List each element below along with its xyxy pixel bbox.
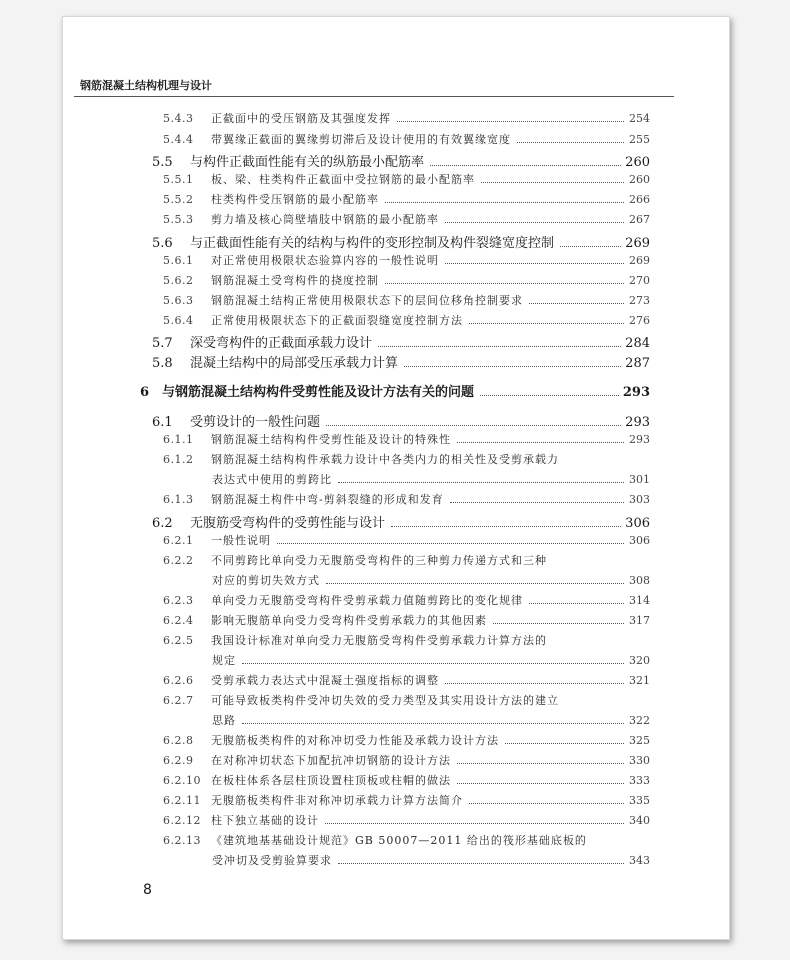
toc-entry: [212, 712, 650, 728]
toc-entry: [163, 612, 650, 628]
toc-entry-title: 思路: [212, 714, 236, 727]
dot-leader: [385, 201, 624, 203]
dot-leader: [325, 822, 624, 824]
toc-entry-page: 333: [629, 774, 650, 787]
toc-entry-page: 287: [625, 356, 650, 371]
toc-entry-number: 6.1.1: [163, 433, 194, 446]
toc-entry: [163, 491, 650, 507]
toc-entry-page: 306: [625, 516, 650, 531]
toc-entry-number: 5.8: [152, 356, 173, 371]
toc-entry-title: 柱类构件受压钢筋的最小配筋率: [211, 193, 379, 206]
toc-entry: [152, 411, 650, 430]
dot-leader: [326, 424, 621, 426]
toc-entry-number: 5.5.2: [163, 193, 194, 206]
dot-leader: [242, 662, 624, 664]
toc-entry-number: 6.2.7: [163, 694, 194, 707]
toc-entry: [163, 772, 650, 788]
dot-leader: [326, 582, 624, 584]
toc-entry-number: 6.2.3: [163, 594, 194, 607]
toc-entry-page: 343: [629, 854, 650, 867]
toc-entry: [152, 512, 650, 531]
toc-entry-page: 269: [629, 254, 650, 267]
toc-entry: [163, 532, 650, 548]
toc-entry: [163, 211, 650, 227]
toc-entry-title: 深受弯构件的正截面承载力设计: [190, 336, 373, 351]
toc-entry-title: 正截面中的受压钢筋及其强度发挥: [211, 112, 391, 125]
toc-entry-title: 钢筋混凝土受弯构件的挠度控制: [211, 274, 379, 287]
dot-leader: [242, 722, 624, 724]
dot-leader: [529, 602, 624, 604]
dot-leader: [457, 782, 624, 784]
toc-entry-page: 320: [629, 654, 650, 667]
toc-entry-page: 314: [629, 594, 650, 607]
toc-entry-page: 325: [629, 734, 650, 747]
dot-leader: [277, 542, 624, 544]
toc-entry: [163, 110, 650, 126]
dot-leader: [481, 181, 624, 183]
dot-leader: [445, 221, 624, 223]
toc-entry-title: 在板柱体系各层柱顶设置柱顶板或柱帽的做法: [211, 774, 451, 787]
toc-entry-page: 260: [625, 155, 650, 170]
toc-entry-number: 5.6.1: [163, 254, 194, 267]
toc-entry-number: 5.6.3: [163, 294, 194, 307]
toc-entry-title: 与正截面性能有关的结构与构件的变形控制及构件裂缝宽度控制: [190, 236, 555, 251]
toc-entry-title: 对正常使用极限状态验算内容的一般性说明: [211, 254, 439, 267]
toc-entry-title: 对应的剪切失效方式: [212, 574, 320, 587]
dot-leader: [450, 501, 624, 503]
toc-entry-title: 可能导致板类构件受冲切失效的受力类型及其实用设计方法的建立: [211, 694, 559, 707]
toc-entry: [212, 852, 650, 868]
toc-entry: [140, 381, 650, 400]
toc-entry-title: 影响无腹筋单向受力受弯构件受剪承载力的其他因素: [211, 614, 487, 627]
toc-entry-page: 308: [629, 574, 650, 587]
toc-entry: [163, 171, 650, 187]
toc-entry-page: 301: [629, 473, 650, 486]
toc-entry-page: 335: [629, 794, 650, 807]
dot-leader: [430, 164, 621, 166]
toc-entry: [152, 232, 650, 251]
toc-entry-title: 剪力墙及核心筒壁墙肢中钢筋的最小配筋率: [211, 213, 439, 226]
dot-leader: [404, 365, 621, 367]
toc-entry-page: 267: [629, 213, 650, 226]
dot-leader: [445, 682, 624, 684]
toc-entry-title: 规定: [212, 654, 236, 667]
toc-entry-page: 273: [629, 294, 650, 307]
toc-entry-number: 6.2.5: [163, 634, 194, 647]
toc-entry-page: 266: [629, 193, 650, 206]
toc-entry-number: 5.7: [152, 336, 173, 351]
toc-entry: [163, 812, 650, 828]
toc-entry-number: 6.2.4: [163, 614, 194, 627]
toc-entry-page: 293: [622, 385, 650, 400]
toc-entry-number: 6.2.2: [163, 554, 194, 567]
toc-entry-title: 在对称冲切状态下加配抗冲切钢筋的设计方法: [211, 754, 451, 767]
toc-entry-page: 340: [629, 814, 650, 827]
dot-leader: [457, 762, 624, 764]
toc-entry-title: 钢筋混凝土结构构件受剪性能及设计的特殊性: [211, 433, 451, 446]
toc-entry-title: 无腹筋受弯构件的受剪性能与设计: [190, 516, 386, 531]
toc-entry-page: 254: [629, 112, 650, 125]
toc-entry-title: 《建筑地基基础设计规范》GB 50007—2011 给出的筏形基础底板的: [211, 834, 587, 847]
toc-entry-number: 5.4.3: [163, 112, 194, 125]
toc-entry-page: 255: [629, 133, 650, 146]
toc-entry: [163, 632, 650, 648]
toc-entry-page: 260: [629, 173, 650, 186]
toc-entry-number: 6.2: [152, 516, 173, 531]
toc-entry-title: 混凝土结构中的局部受压承载力计算: [190, 356, 399, 371]
toc-entry-number: 6.2.11: [163, 794, 201, 807]
toc-entry-number: 5.5: [152, 155, 173, 170]
dot-leader: [480, 394, 619, 396]
toc-entry-title: 正常使用极限状态下的正截面裂缝宽度控制方法: [211, 314, 463, 327]
toc-entry-page: 284: [625, 336, 650, 351]
toc-entry: [163, 431, 650, 447]
toc-entry-title: 不同剪跨比单向受力无腹筋受弯构件的三种剪力传递方式和三种: [211, 554, 547, 567]
toc-entry-title: 与构件正截面性能有关的纵筋最小配筋率: [190, 155, 425, 170]
dot-leader: [529, 302, 624, 304]
toc-entry-number: 6.2.8: [163, 734, 194, 747]
dot-leader: [505, 742, 624, 744]
dot-leader: [469, 322, 624, 324]
dot-leader: [517, 141, 624, 143]
toc-entry: [163, 592, 650, 608]
toc-entry: [163, 252, 650, 268]
toc-entry-number: 5.5.1: [163, 173, 194, 186]
toc-entry: [163, 792, 650, 808]
running-head: 钢筋混凝土结构机理与设计: [80, 79, 212, 92]
toc-entry-title: 无腹筋板类构件非对称冲切承载力计算方法简介: [211, 794, 463, 807]
toc-entry: [152, 151, 650, 170]
toc-entry: [212, 572, 650, 588]
toc-entry-title: 钢筋混凝土结构正常使用极限状态下的层间位移角控制要求: [211, 294, 523, 307]
page-number: 8: [143, 882, 152, 898]
toc-entry-title: 钢筋混凝土构件中弯-剪斜裂缝的形成和发育: [211, 493, 444, 506]
toc-entry: [163, 131, 650, 147]
toc-entry-number: 6.1: [152, 415, 173, 430]
toc-entry-page: 270: [629, 274, 650, 287]
dot-leader: [457, 441, 624, 443]
toc-entry: [163, 672, 650, 688]
toc-entry-title: 受冲切及受剪验算要求: [212, 854, 332, 867]
toc-entry-title: 板、梁、柱类构件正截面中受拉钢筋的最小配筋率: [211, 173, 475, 186]
dot-leader: [385, 282, 624, 284]
toc-entry: [212, 471, 650, 487]
toc-entry-number: 6.2.1: [163, 534, 194, 547]
toc-entry-page: 317: [629, 614, 650, 627]
toc-entry: [163, 552, 650, 568]
toc-entry-number: 6.1.3: [163, 493, 194, 506]
toc-entry-title: 无腹筋板类构件的对称冲切受力性能及承载力设计方法: [211, 734, 499, 747]
toc-entry-page: 293: [625, 415, 650, 430]
dot-leader: [397, 120, 624, 122]
toc-entry-title: 表达式中使用的剪跨比: [212, 473, 332, 486]
dot-leader: [391, 525, 621, 527]
toc-entry-number: 5.6: [152, 236, 173, 251]
toc-entry-title: 一般性说明: [211, 534, 271, 547]
toc-entry-number: 6.2.9: [163, 754, 194, 767]
toc-entry-number: 5.6.2: [163, 274, 194, 287]
dot-leader: [560, 245, 621, 247]
toc-entry-page: 269: [625, 236, 650, 251]
toc-entry-title: 受剪设计的一般性问题: [190, 415, 321, 430]
toc-entry-number: 6.2.13: [163, 834, 201, 847]
toc-entry: [212, 652, 650, 668]
toc-entry-page: 321: [629, 674, 650, 687]
toc-entry-page: 322: [629, 714, 650, 727]
toc-entry-number: 5.6.4: [163, 314, 194, 327]
dot-leader: [378, 345, 621, 347]
toc-entry-title: 单向受力无腹筋受弯构件受剪承载力值随剪跨比的变化规律: [211, 594, 523, 607]
toc-entry: [163, 191, 650, 207]
toc-entry-number: 6.1.2: [163, 453, 194, 466]
toc-entry-number: 6: [140, 385, 150, 400]
toc-entry: [163, 272, 650, 288]
toc-entry-title: 钢筋混凝土结构构件承载力设计中各类内力的相关性及受剪承载力: [211, 453, 559, 466]
toc-entry-number: 6.2.6: [163, 674, 194, 687]
toc-entry: [152, 332, 650, 351]
toc-entry-page: 303: [629, 493, 650, 506]
toc-entry: [163, 692, 650, 708]
toc-entry-page: 276: [629, 314, 650, 327]
dot-leader: [338, 862, 624, 864]
toc-entry: [152, 352, 650, 371]
toc-entry-page: 330: [629, 754, 650, 767]
toc-entry: [163, 312, 650, 328]
toc-entry-title: 柱下独立基础的设计: [211, 814, 319, 827]
toc-entry-title: 带翼缘正截面的翼缘剪切滞后及设计使用的有效翼缘宽度: [211, 133, 511, 146]
toc-entry: [163, 292, 650, 308]
toc-entry-title: 受剪承载力表达式中混凝土强度指标的调整: [211, 674, 439, 687]
dot-leader: [338, 481, 624, 483]
toc-entry-page: 306: [629, 534, 650, 547]
toc-entry: [163, 732, 650, 748]
toc-entry-title: 与钢筋混凝土结构构件受剪性能及设计方法有关的问题: [162, 385, 475, 400]
toc-entry-number: 6.2.10: [163, 774, 201, 787]
toc-entry-number: 5.5.3: [163, 213, 194, 226]
toc-entry-page: 293: [629, 433, 650, 446]
dot-leader: [445, 262, 624, 264]
toc-entry: [163, 832, 650, 848]
toc-entry: [163, 752, 650, 768]
toc-entry: [163, 451, 650, 467]
dot-leader: [469, 802, 624, 804]
toc-entry-title: 我国设计标准对单向受力无腹筋受弯构件受剪承载力计算方法的: [211, 634, 547, 647]
toc-entry-number: 6.2.12: [163, 814, 201, 827]
dot-leader: [493, 622, 624, 624]
toc-entry-number: 5.4.4: [163, 133, 194, 146]
